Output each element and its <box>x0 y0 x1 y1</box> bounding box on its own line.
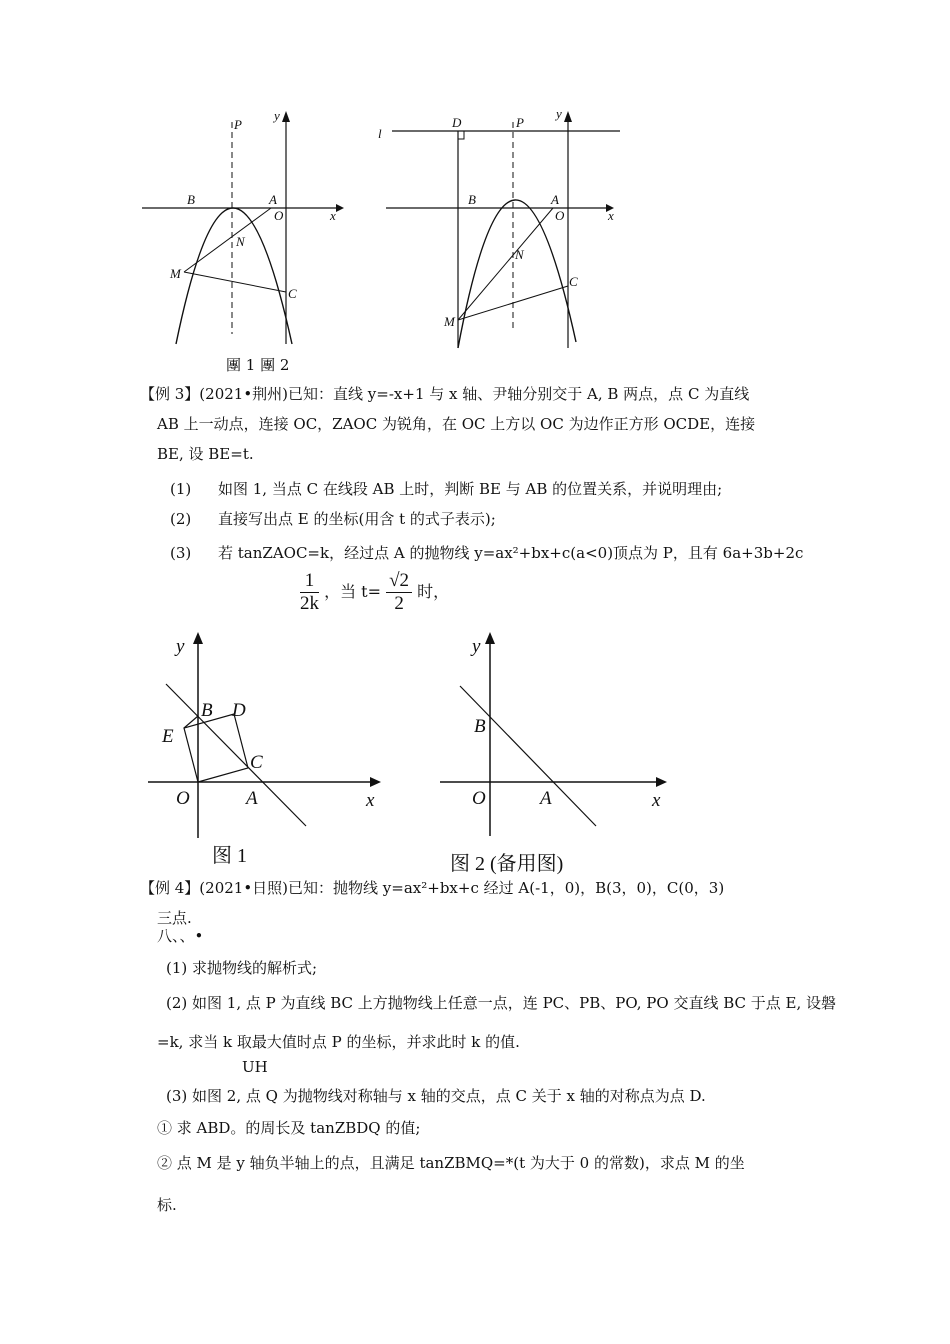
label-C: C <box>250 752 263 773</box>
example3-item3-num: (3) <box>170 544 192 562</box>
label-B: B <box>201 700 213 721</box>
example3-item1-num: (1) <box>170 480 192 498</box>
example3-line1: 【例 3】(2021•荆州)已知：直线 y=-x+1 与 x 轴、尹轴分别交于 A, B 两点，点 C 为直线 <box>140 385 750 403</box>
label-N: N <box>515 247 524 262</box>
example3-item1-text: 如图 1, 当点 C 在线段 AB 上时，判断 BE 与 AB 的位置关系，并说明理由; <box>218 480 723 498</box>
example4-uh: UH <box>242 1058 268 1076</box>
y-axis-arrow <box>485 632 495 644</box>
segment-MA <box>184 208 271 272</box>
label-C: C <box>288 286 297 301</box>
label-E: E <box>162 726 174 747</box>
label-O: O <box>176 788 190 809</box>
label-N: N <box>236 234 245 249</box>
y-axis-arrow <box>282 111 290 122</box>
example3-line3: BE, 设 BE=t. <box>157 445 254 463</box>
example4-q3b: ② 点 M 是 y 轴负半轴上的点，且满足 tanZBMQ=*(t 为大于 0 的常数)，求点 M 的坐 <box>157 1154 745 1172</box>
label-M: M <box>444 314 455 329</box>
example4-line2: 三点. <box>157 909 192 927</box>
label-x: x <box>652 790 661 811</box>
label-y: y <box>472 636 481 657</box>
label-D: D <box>452 115 462 130</box>
partial-mid-text: ，当 t= <box>324 582 382 601</box>
example4-line1: 【例 4】(2021•日照)已知：抛物线 y=ax²+bx+c 经过 A(-1，0)，B(3，0)，C(0，3) <box>140 879 725 897</box>
label-y: y <box>274 108 280 123</box>
x-axis-arrow <box>336 204 344 212</box>
example3-partial-line <box>300 570 449 615</box>
label-O: O <box>555 208 565 223</box>
label-A: A <box>540 788 552 809</box>
fraction-2-numerator: √2 <box>386 570 412 593</box>
example4-q3: (3) 如图 2, 点 Q 为抛物线对称轴与 x 轴的交点，点 C 关于 x 轴的对称点为点 D. <box>166 1087 706 1105</box>
x-axis-arrow <box>656 777 667 787</box>
parabola-curve <box>176 208 292 344</box>
label-y: y <box>176 636 185 657</box>
parabola-figure-1 <box>140 108 350 348</box>
example4-q3a: ① 求 ABD。的周长及 tanZBDQ 的值; <box>157 1119 421 1137</box>
partial-tail-text: 时， <box>417 582 450 601</box>
label-B: B <box>468 192 476 207</box>
y-axis-arrow <box>193 632 203 644</box>
example3-item2-text: 直接写出点 E 的坐标(用含 t 的式子表示); <box>218 510 496 528</box>
label-l: l <box>378 126 382 141</box>
label-A: A <box>269 192 277 207</box>
label-P: P <box>234 117 242 132</box>
fraction-2-denominator: 2 <box>394 593 404 614</box>
fraction-1-denominator: 2k <box>300 593 319 614</box>
example4-q1: (1) 求抛物线的解析式; <box>166 959 318 977</box>
right-angle-D <box>458 131 464 139</box>
fraction-1-over-2k <box>300 570 319 615</box>
label-x: x <box>366 790 375 811</box>
example3-line2: AB 上一动点，连接 OC，ZAOC 为锐角，在 OC 上方以 OC 为边作正方形 OCDE，连接 <box>157 415 756 433</box>
square-OCDE <box>184 714 248 782</box>
x-axis-arrow <box>370 777 381 787</box>
segment-MA <box>458 208 553 320</box>
label-y: y <box>556 106 562 121</box>
fraction-sqrt2-over-2 <box>386 570 412 615</box>
label-O: O <box>472 788 486 809</box>
parabola-figure-2 <box>372 108 622 354</box>
top-figures-caption: 團 1 團 2 <box>226 356 290 374</box>
label-B: B <box>187 192 195 207</box>
label-P: P <box>516 115 524 130</box>
label-x: x <box>330 208 336 223</box>
label-C: C <box>569 274 578 289</box>
caption-figure-2: 图 2 (备用图) <box>450 853 564 875</box>
label-B: B <box>474 716 486 737</box>
label-A: A <box>246 788 258 809</box>
example3-item3-text: 若 tanZAOC=k，经过点 A 的抛物线 y=ax²+bx+c(a<0)顶点为 P，且有 6a+3b+2c <box>218 544 804 562</box>
label-O: O <box>274 208 284 223</box>
y-axis-arrow <box>564 111 572 122</box>
fraction-1-numerator: 1 <box>300 570 319 593</box>
caption-figure-1: 图 1 <box>212 845 247 867</box>
label-M: M <box>170 266 181 281</box>
backup-figure-2 <box>430 628 680 878</box>
square-figure-1 <box>140 628 390 868</box>
example4-q2b: =k, 求当 k 取最大值时点 P 的坐标，并求此时 k 的值. <box>157 1033 520 1051</box>
example4-q3c: 标. <box>157 1196 177 1214</box>
label-A: A <box>551 192 559 207</box>
example3-item2-num: (2) <box>170 510 192 528</box>
label-x: x <box>608 208 614 223</box>
example4-line3: 八、、• <box>157 927 204 945</box>
segment-MC <box>184 272 286 292</box>
example4-q2: (2) 如图 1, 点 P 为直线 BC 上方抛物线上任意一点，连 PC、PB、PO, PO 交直线 BC 于点 E, 设磐 <box>166 994 837 1012</box>
label-D: D <box>232 700 246 721</box>
